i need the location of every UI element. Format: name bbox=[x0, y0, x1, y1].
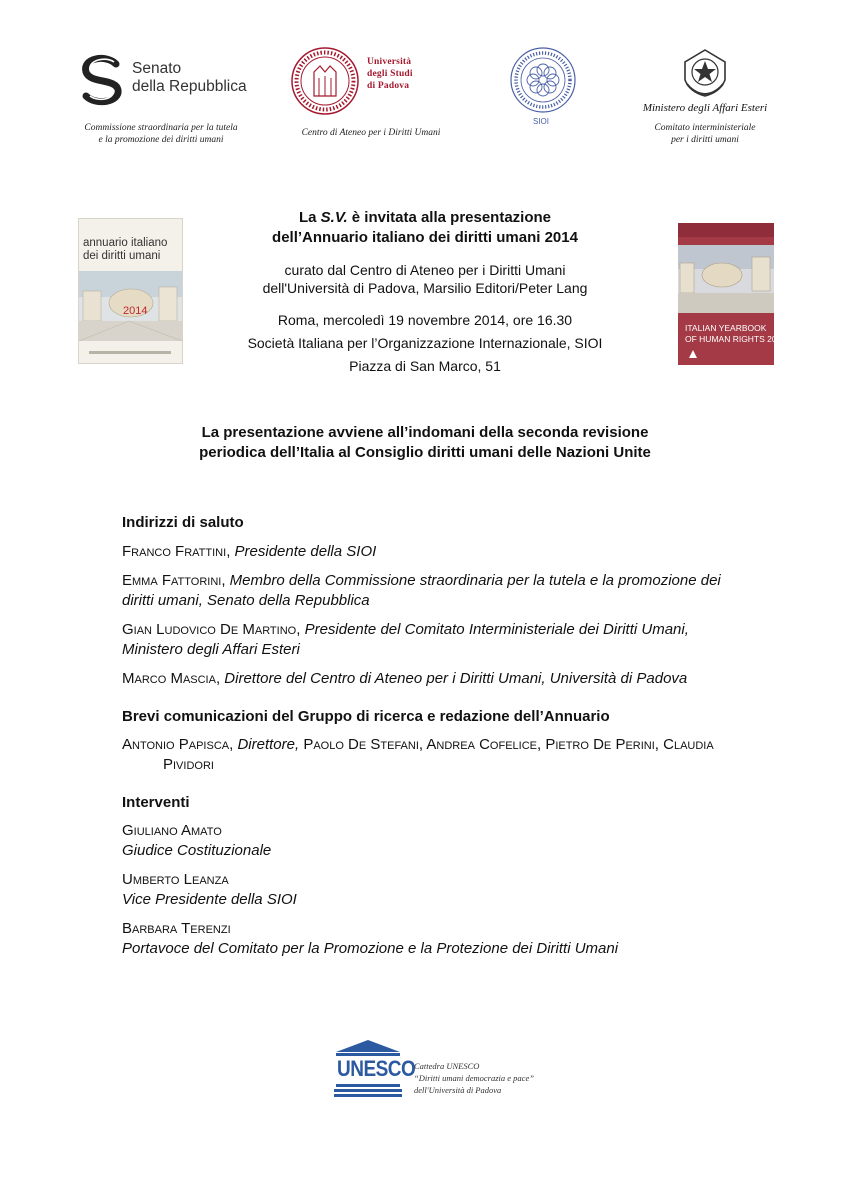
cover-year: 2014 bbox=[123, 305, 148, 317]
speaker-item bbox=[122, 919, 742, 959]
invitation-title-pre: La bbox=[298, 209, 321, 226]
greeting-item: Franco Frattini, Presidente della SIOI bbox=[122, 543, 377, 560]
speaker-role: Presidente della SIOI bbox=[234, 543, 377, 560]
director-role: Direttore, bbox=[237, 736, 300, 753]
greeting-item: Gian Ludovico De Martino, Presidente del Comitato Interministeriale dei Diritti Umani, Ministero degli Affari Esteri bbox=[122, 621, 689, 658]
senato-caption bbox=[66, 122, 256, 146]
sioi-logo bbox=[509, 46, 579, 136]
speaker-role: Portavoce del Comitato per la Promozione e la Protezione dei Diritti Umani bbox=[122, 940, 619, 957]
cover-title-line2: dei diritti umani bbox=[83, 250, 161, 262]
senato-caption-line2: e la promozione dei diritti umani bbox=[98, 135, 224, 145]
speaker-role: Presidente del Comitato Interministeriale dei Diritti Umani, Ministero degli Affari Esteri bbox=[122, 621, 689, 658]
senato-caption-line1: Commissione straordinaria per la tutela bbox=[84, 123, 238, 133]
unipd-name-line1: Università bbox=[367, 57, 412, 67]
lead-paragraph bbox=[90, 423, 760, 463]
unesco-caption bbox=[414, 1060, 534, 1096]
speaker-role: Membro della Commissione straordinaria per la tutela e la promozione dei diritti umani, Senato della Repubblica bbox=[122, 572, 721, 609]
mae-caption-line1: Comitato interministeriale bbox=[654, 123, 756, 133]
senato-name-line1: Senato bbox=[132, 60, 182, 77]
speaker-name: Giuliano Amato bbox=[122, 822, 222, 839]
unesco-caption-line2: “Diritti umani democrazia e pace” bbox=[414, 1073, 534, 1083]
greeting-item: Emma Fattorini, Membro della Commissione straordinaria per la tutela e la promozione dei diritti umani, Senato della Repubblica bbox=[122, 572, 721, 609]
senato-name-line2: della Repubblica bbox=[132, 78, 247, 95]
event-datetime: Roma, mercoledì 19 novembre 2014, ore 16.30 bbox=[277, 312, 573, 328]
speaker-name: Emma Fattorini bbox=[122, 572, 222, 589]
speaker-name: Franco Frattini bbox=[122, 543, 227, 560]
italian-republic-emblem-icon bbox=[681, 46, 729, 98]
invitation-title-line2: dell’Annuario italiano dei diritti umani 2014 bbox=[272, 229, 578, 246]
book-cover-italian bbox=[78, 218, 183, 364]
cover-header-strip bbox=[678, 223, 774, 237]
team-members: Paolo De Stefani, Andrea Cofelice, Pietro De Perini, Claudia Pividori bbox=[163, 736, 714, 773]
unesco-caption-line3: dell'Università di Padova bbox=[414, 1085, 502, 1095]
invitation-title-post: è invitata alla presentazione bbox=[347, 209, 552, 226]
speaker-item bbox=[122, 870, 742, 910]
speaker-item bbox=[122, 821, 742, 861]
invitation-title-sv: S.V. bbox=[320, 209, 348, 226]
program bbox=[122, 513, 742, 959]
speaker-role: Direttore del Centro di Ateneo per i Diritti Umani, Università di Padova bbox=[224, 670, 688, 687]
senato-emblem-icon bbox=[76, 54, 128, 106]
greeting-item: Marco Mascia, Direttore del Centro di Ateneo per i Diritti Umani, Università di Padova bbox=[122, 670, 688, 687]
cover-cityscape-illustration bbox=[678, 245, 774, 313]
unipd-logo bbox=[290, 46, 440, 116]
cover-title-line1: annuario italiano bbox=[83, 237, 168, 249]
unipd-name-line2: degli Studi bbox=[367, 69, 413, 79]
speaker-name: Gian Ludovico De Martino bbox=[122, 621, 297, 638]
curated-line1: curato dal Centro di Ateneo per i Diritti Umani bbox=[284, 262, 566, 278]
publisher-logo-icon bbox=[688, 349, 698, 359]
unipd-name-line3: di Padova bbox=[367, 81, 410, 91]
sioi-emblem-icon bbox=[509, 46, 577, 114]
mae-caption bbox=[618, 122, 792, 146]
speaker-name: Marco Mascia bbox=[122, 670, 216, 687]
cover-title-line2: OF HUMAN RIGHTS 2014 bbox=[685, 334, 787, 344]
research-heading: Brevi comunicazioni del Gruppo di ricerca e redazione dell’Annuario bbox=[122, 708, 610, 725]
curated-line2: dell'Università di Padova, Marsilio Editori/Peter Lang bbox=[262, 280, 588, 296]
research-team: Antonio Papisca, Direttore, Paolo De Stefani, Andrea Cofelice, Pietro De Perini, Claudia Pividori bbox=[122, 736, 714, 773]
speaker-role: Giudice Costituzionale bbox=[122, 842, 272, 859]
unesco-logo bbox=[334, 1038, 416, 1098]
cover-title-line1: ITALIAN YEARBOOK bbox=[685, 323, 767, 333]
unipd-seal-icon bbox=[290, 46, 360, 116]
unesco-caption-line1: Cattedra UNESCO bbox=[414, 1061, 480, 1071]
event-venue: Società Italiana per l’Organizzazione Internazionale, SIOI bbox=[247, 335, 603, 351]
senato-logo bbox=[76, 54, 246, 104]
mae-logo bbox=[630, 46, 780, 118]
lead-line2: periodica dell’Italia al Consiglio diritti umani delle Nazioni Unite bbox=[199, 444, 651, 461]
mae-name: Ministero degli Affari Esteri bbox=[642, 102, 768, 114]
speaker-role: Vice Presidente della SIOI bbox=[122, 891, 297, 908]
mae-caption-line2: per i diritti umani bbox=[671, 135, 739, 145]
cover-footer-bar bbox=[89, 351, 171, 354]
speakers-heading: Interventi bbox=[122, 794, 190, 811]
lead-line1: La presentazione avviene all’indomani della seconda revisione bbox=[201, 424, 649, 441]
invitation-block bbox=[200, 208, 650, 378]
invitation-title bbox=[200, 208, 650, 228]
book-cover-english bbox=[678, 223, 787, 365]
greetings-heading: Indirizzi di saluto bbox=[122, 514, 244, 531]
director-name: Antonio Papisca bbox=[122, 736, 230, 753]
speaker-name: Umberto Leanza bbox=[122, 871, 229, 888]
speaker-name: Barbara Terenzi bbox=[122, 920, 231, 937]
event-address: Piazza di San Marco, 51 bbox=[349, 358, 501, 374]
sioi-label: SIOI bbox=[533, 117, 550, 126]
unipd-caption: Centro di Ateneo per i Diritti Umani bbox=[301, 128, 441, 138]
unesco-word: UNESCO bbox=[337, 1057, 416, 1082]
